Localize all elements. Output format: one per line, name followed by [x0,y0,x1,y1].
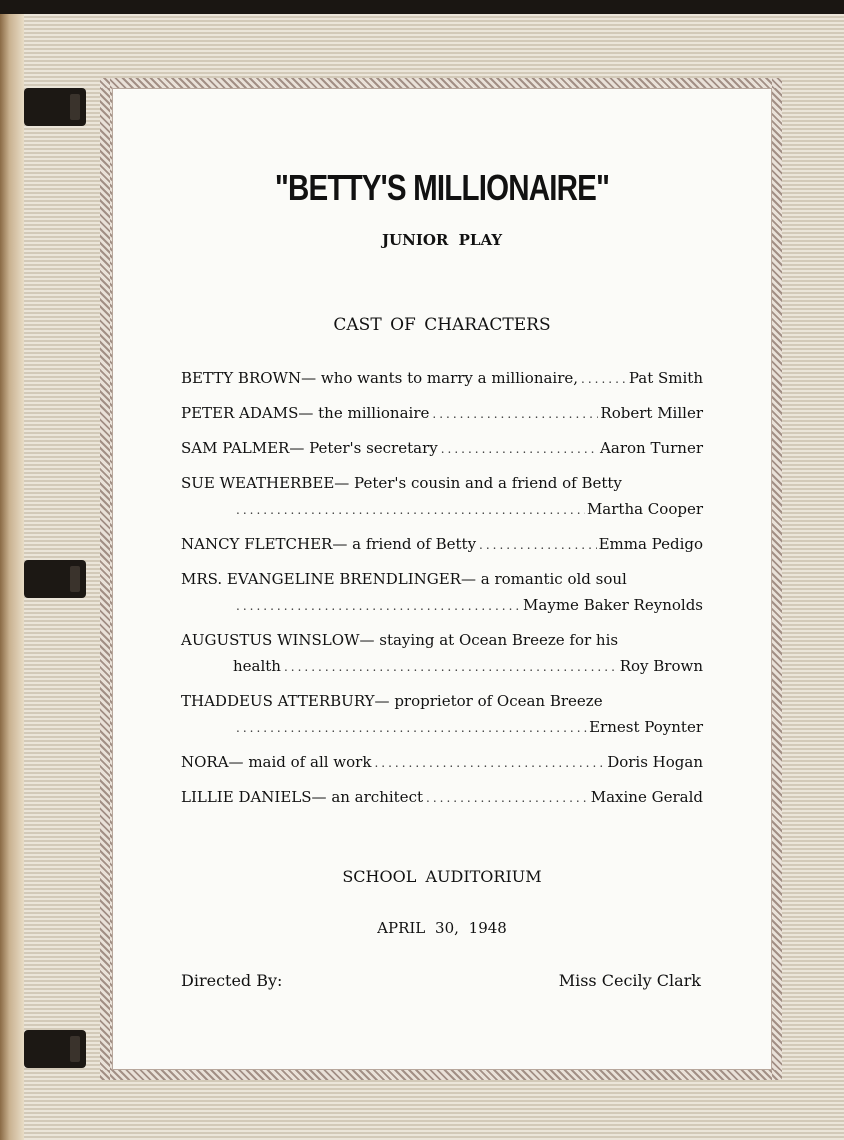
cast-actor: Martha Cooper [586,500,703,518]
cast-role: LILLIE DANIELS— an architect [181,788,423,806]
binder-ring-bottom-icon [24,1030,86,1068]
cast-actor: Ernest Poynter [589,718,703,736]
directed-by-label: Directed By: [181,971,283,990]
cast-actor: Mayme Baker Reynolds [523,596,703,614]
cast-entry [181,470,703,496]
venue: SCHOOL AUDITORIUM [342,867,542,886]
performance-date: APRIL 30, 1948 [377,919,507,937]
cast-role: PETER ADAMS— the millionaire [181,404,430,422]
dot-leader [429,401,598,427]
scan-top-edge [0,0,844,14]
dot-leader [578,366,627,392]
dot-leader [438,436,598,462]
cast-actor: Robert Miller [600,404,703,422]
dot-leader [233,593,521,619]
dot-leader [281,654,618,680]
cast-role-continued: health [233,657,281,675]
cast-actor: Emma Pedigo [598,535,703,553]
cast-entry [181,627,703,653]
dot-leader [423,785,589,811]
binder-ring-top-icon [24,88,86,126]
dot-leader [233,715,587,741]
cast-entry [181,688,703,714]
cast-entry [181,435,703,461]
cast-role: SUE WEATHERBEE— Peter's cousin and a friend of Betty [181,474,622,492]
cast-role: AUGUSTUS WINSLOW— staying at Ocean Breeze for his [181,631,619,649]
cast-actor: Pat Smith [628,369,703,387]
cast-role: SAM PALMER— Peter's secretary [181,439,438,457]
binder-spine [0,14,24,1140]
play-title: "BETTY'S MILLIONAIRE" [274,167,610,208]
play-subtitle: JUNIOR PLAY [381,231,503,249]
cast-actor: Roy Brown [619,657,703,675]
dot-leader [371,750,605,776]
cast-actor: Aaron Turner [600,439,703,457]
cast-entry [181,566,703,592]
cast-entry [181,400,703,426]
cast-heading: CAST OF CHARACTERS [333,315,551,335]
cast-role: NANCY FLETCHER— a friend of Betty [181,535,477,553]
cast-actor: Doris Hogan [607,753,703,771]
cast-actor: Maxine Gerald [590,788,703,806]
dot-leader [476,532,597,558]
cast-role: MRS. EVANGELINE BRENDLINGER— a romantic old soul [181,570,627,588]
cast-entry [181,749,703,775]
cast-role: BETTY BROWN— who wants to marry a millionaire, [181,369,579,387]
program-card [112,88,772,1070]
cast-entry-continuation [181,714,703,740]
director-name: Miss Cecily Clark [558,971,701,990]
cast-entry [181,365,703,391]
binder-ring-middle-icon [24,560,86,598]
cast-entry [181,531,703,557]
cast-role: NORA— maid of all work [181,753,372,771]
cast-list [181,365,703,819]
cast-entry-continuation [181,653,703,679]
cast-entry-continuation [181,592,703,618]
cast-entry-continuation [181,496,703,522]
cast-entry [181,784,703,810]
cast-role: THADDEUS ATTERBURY— proprietor of Ocean Breeze [181,692,603,710]
dot-leader [233,497,585,523]
